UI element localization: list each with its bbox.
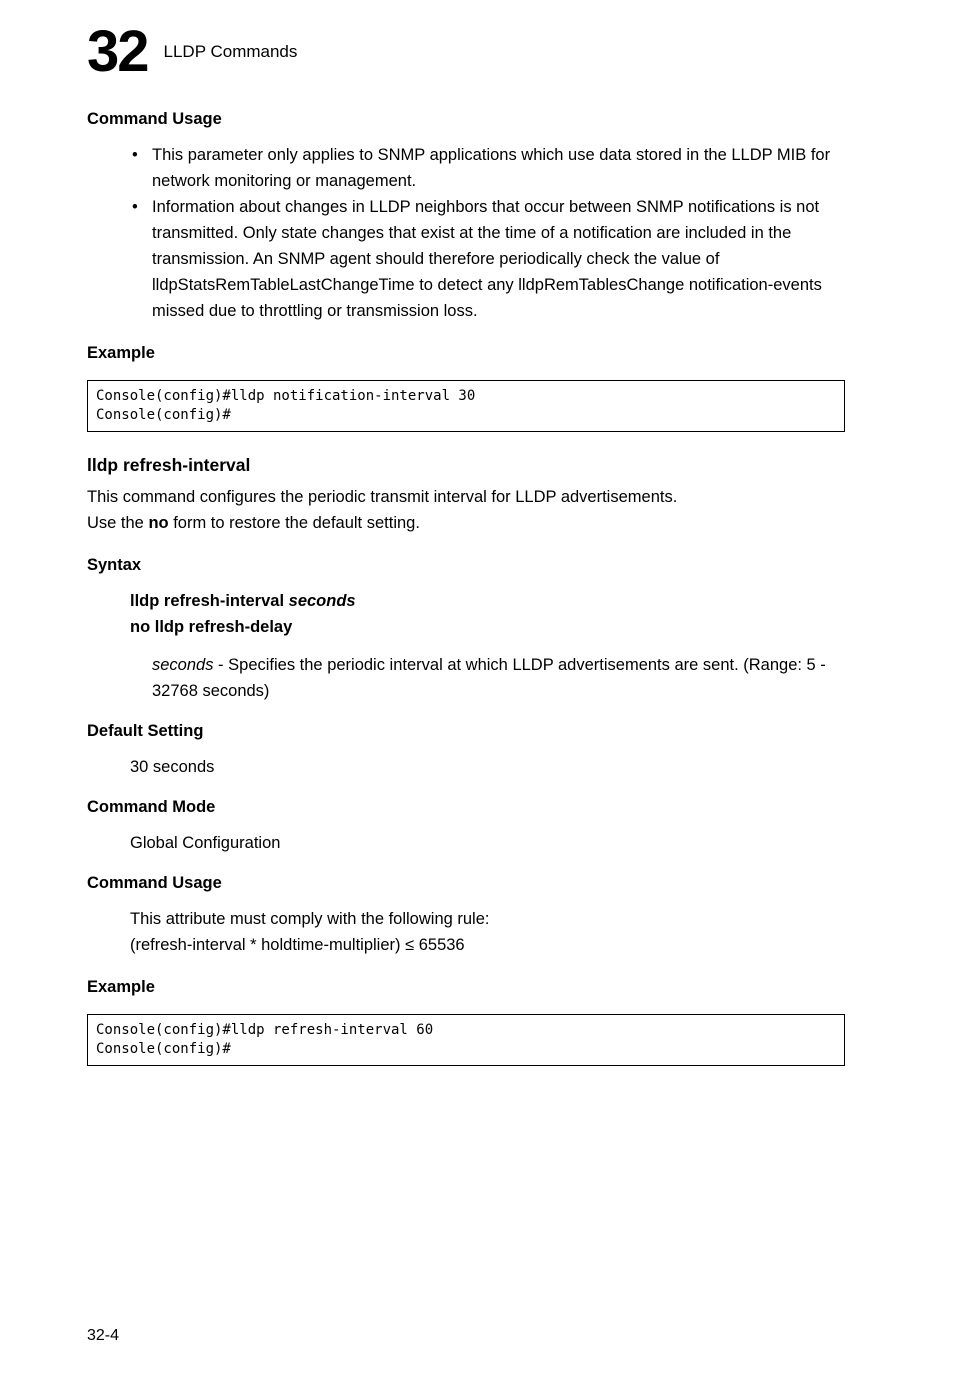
syntax-seconds-param: seconds bbox=[288, 592, 356, 610]
syntax-block bbox=[130, 588, 845, 640]
command-section-title: lldp refresh-interval bbox=[87, 455, 251, 475]
list-item: • Information about changes in LLDP neighbors that occur between SNMP notifications is not transmitted. Only state changes that exist at the time of a notification are included in the transmission. An SNMP agent should therefore periodically check the value of lldpStatsRemTableLastChangeTime to detect any lldpRemTablesChange notification-events missed due to throttling or transmission loss. bbox=[130, 194, 845, 324]
example-heading-1: Example bbox=[87, 344, 155, 362]
code-line: Console(config)#lldp notification-interval 30 bbox=[96, 388, 476, 404]
rule-line-2: (refresh-interval * holdtime-multiplier) ≤ 65536 bbox=[130, 936, 465, 954]
code-line: Console(config)# bbox=[96, 407, 231, 423]
description-line-2-post: form to restore the default setting. bbox=[168, 514, 420, 532]
syntax-heading: Syntax bbox=[87, 556, 142, 574]
console-code-block-2 bbox=[87, 1014, 845, 1066]
command-usage-bullet-list bbox=[130, 142, 845, 324]
code-line: Console(config)#lldp refresh-interval 60 bbox=[96, 1022, 434, 1038]
syntax-command-2: no lldp refresh-delay bbox=[130, 618, 293, 636]
page-number: 32-4 bbox=[87, 1327, 120, 1344]
console-code-block-1 bbox=[87, 380, 845, 432]
command-mode-value: Global Configuration bbox=[130, 834, 281, 852]
command-description bbox=[87, 484, 845, 536]
description-line-2-pre: Use the bbox=[87, 514, 149, 532]
description-line-1: This command configures the periodic transmit interval for LLDP advertisements. bbox=[87, 488, 678, 506]
syntax-command-1: lldp refresh-interval seconds bbox=[130, 592, 356, 610]
chapter-number: 32 bbox=[87, 19, 148, 84]
rule-line-1: This attribute must comply with the following rule: bbox=[130, 910, 490, 928]
command-usage-heading-2: Command Usage bbox=[87, 874, 222, 892]
chapter-header bbox=[87, 19, 845, 84]
default-setting-heading: Default Setting bbox=[87, 722, 204, 740]
list-item: • This parameter only applies to SNMP applications which use data stored in the LLDP MIB for network monitoring or management. bbox=[130, 142, 845, 194]
parameter-description bbox=[152, 652, 845, 704]
command-usage-rule bbox=[130, 906, 845, 958]
code-line: Console(config)# bbox=[96, 1041, 231, 1057]
param-name-italic: seconds bbox=[152, 656, 214, 674]
chapter-title: LLDP Commands bbox=[163, 42, 298, 61]
param-description-text: - Specifies the periodic interval at which LLDP advertisements are sent. (Range: 5 - 32768 seconds) bbox=[152, 656, 826, 700]
example-heading-2: Example bbox=[87, 978, 155, 996]
description-no-keyword: no bbox=[148, 514, 169, 532]
default-setting-value: 30 seconds bbox=[130, 758, 215, 776]
command-usage-heading-1: Command Usage bbox=[87, 110, 222, 128]
command-mode-heading: Command Mode bbox=[87, 798, 216, 816]
